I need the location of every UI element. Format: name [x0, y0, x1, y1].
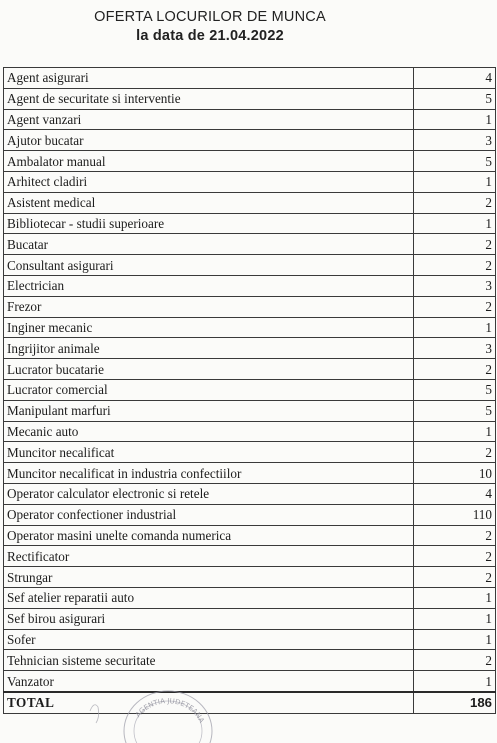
occupation-label: Bucatar [4, 234, 414, 255]
table-row [4, 359, 496, 380]
table-row [4, 338, 496, 359]
occupation-label: Vanzator [4, 671, 414, 692]
occupation-label: Manipulant marfuri [4, 400, 414, 421]
occupation-label: Electrician [4, 275, 414, 296]
vacancy-count: 2 [414, 442, 496, 463]
vacancy-count: 2 [414, 525, 496, 546]
occupation-label: Bibliotecar - studii superioare [4, 213, 414, 234]
occupation-label: Inginer mecanic [4, 317, 414, 338]
table-row [4, 421, 496, 442]
occupation-label: Muncitor necalificat in industria confectiilor [4, 463, 414, 484]
occupation-label: Ambalator manual [4, 151, 414, 172]
table-row [4, 171, 496, 192]
table-row [4, 567, 496, 588]
table-row [4, 546, 496, 567]
vacancy-count: 5 [414, 379, 496, 400]
table-row [4, 275, 496, 296]
svg-text:AGENTIA JUDETEANA: AGENTIA JUDETEANA [134, 697, 206, 725]
occupation-label: Rectificator [4, 546, 414, 567]
vacancy-count: 1 [414, 629, 496, 650]
occupation-label: Sofer [4, 629, 414, 650]
vacancy-count: 1 [414, 671, 496, 692]
total-label: TOTAL [4, 692, 414, 713]
vacancy-count: 10 [414, 463, 496, 484]
occupation-label: Muncitor necalificat [4, 442, 414, 463]
total-count: 186 [414, 692, 496, 713]
vacancy-count: 110 [414, 504, 496, 525]
vacancy-count: 1 [414, 421, 496, 442]
vacancy-count: 2 [414, 234, 496, 255]
occupation-label: Agent vanzari [4, 109, 414, 130]
document-title: OFERTA LOCURILOR DE MUNCA [94, 9, 326, 25]
occupation-label: Tehnician sisteme securitate [4, 650, 414, 671]
table-row [4, 68, 496, 89]
occupation-label: Lucrator bucatarie [4, 359, 414, 380]
occupation-label: Operator calculator electronic si retele [4, 483, 414, 504]
table-row [4, 442, 496, 463]
occupation-label: Ingrijitor animale [4, 338, 414, 359]
job-offers-table [3, 67, 496, 714]
vacancy-count: 5 [414, 400, 496, 421]
vacancy-count: 3 [414, 275, 496, 296]
occupation-label: Sef atelier reparatii auto [4, 587, 414, 608]
table-row [4, 504, 496, 525]
vacancy-count: 1 [414, 587, 496, 608]
occupation-label: Consultant asigurari [4, 255, 414, 276]
vacancy-count: 2 [414, 192, 496, 213]
occupation-label: Frezor [4, 296, 414, 317]
occupation-label: Arhitect cladiri [4, 171, 414, 192]
document-date: la data de 21.04.2022 [136, 28, 284, 44]
vacancy-count: 2 [414, 650, 496, 671]
table-row [4, 525, 496, 546]
vacancy-count: 1 [414, 608, 496, 629]
occupation-label: Strungar [4, 567, 414, 588]
vacancy-count: 1 [414, 317, 496, 338]
occupation-label: Agent asigurari [4, 68, 414, 89]
vacancy-count: 2 [414, 359, 496, 380]
vacancy-count: 1 [414, 213, 496, 234]
occupation-label: Mecanic auto [4, 421, 414, 442]
table-row [4, 255, 496, 276]
occupation-label: Sef birou asigurari [4, 608, 414, 629]
table-row [4, 192, 496, 213]
table-row [4, 463, 496, 484]
occupation-label: Agent de securitate si interventie [4, 88, 414, 109]
table-row [4, 483, 496, 504]
table-row [4, 317, 496, 338]
table-row [4, 650, 496, 671]
vacancy-count: 4 [414, 68, 496, 89]
vacancy-count: 1 [414, 109, 496, 130]
vacancy-count: 2 [414, 255, 496, 276]
occupation-label: Operator masini unelte comanda numerica [4, 525, 414, 546]
vacancy-count: 2 [414, 296, 496, 317]
vacancy-count: 2 [414, 546, 496, 567]
occupation-label: Operator confectioner industrial [4, 504, 414, 525]
vacancy-count: 3 [414, 338, 496, 359]
vacancy-count: 3 [414, 130, 496, 151]
table-row [4, 400, 496, 421]
vacancy-count: 4 [414, 483, 496, 504]
table-row [4, 109, 496, 130]
table-row [4, 379, 496, 400]
table-row [4, 234, 496, 255]
vacancy-count: 5 [414, 151, 496, 172]
table-row [4, 213, 496, 234]
table-row [4, 296, 496, 317]
occupation-label: Lucrator comercial [4, 379, 414, 400]
table-row [4, 608, 496, 629]
table-row [4, 671, 496, 692]
vacancy-count: 5 [414, 88, 496, 109]
vacancy-count: 2 [414, 567, 496, 588]
table-row [4, 88, 496, 109]
occupation-label: Ajutor bucatar [4, 130, 414, 151]
table-row [4, 130, 496, 151]
total-row [4, 692, 496, 713]
vacancy-count: 1 [414, 171, 496, 192]
document-header [0, 8, 420, 46]
table-row [4, 151, 496, 172]
occupation-label: Asistent medical [4, 192, 414, 213]
table-row [4, 587, 496, 608]
table-row [4, 629, 496, 650]
